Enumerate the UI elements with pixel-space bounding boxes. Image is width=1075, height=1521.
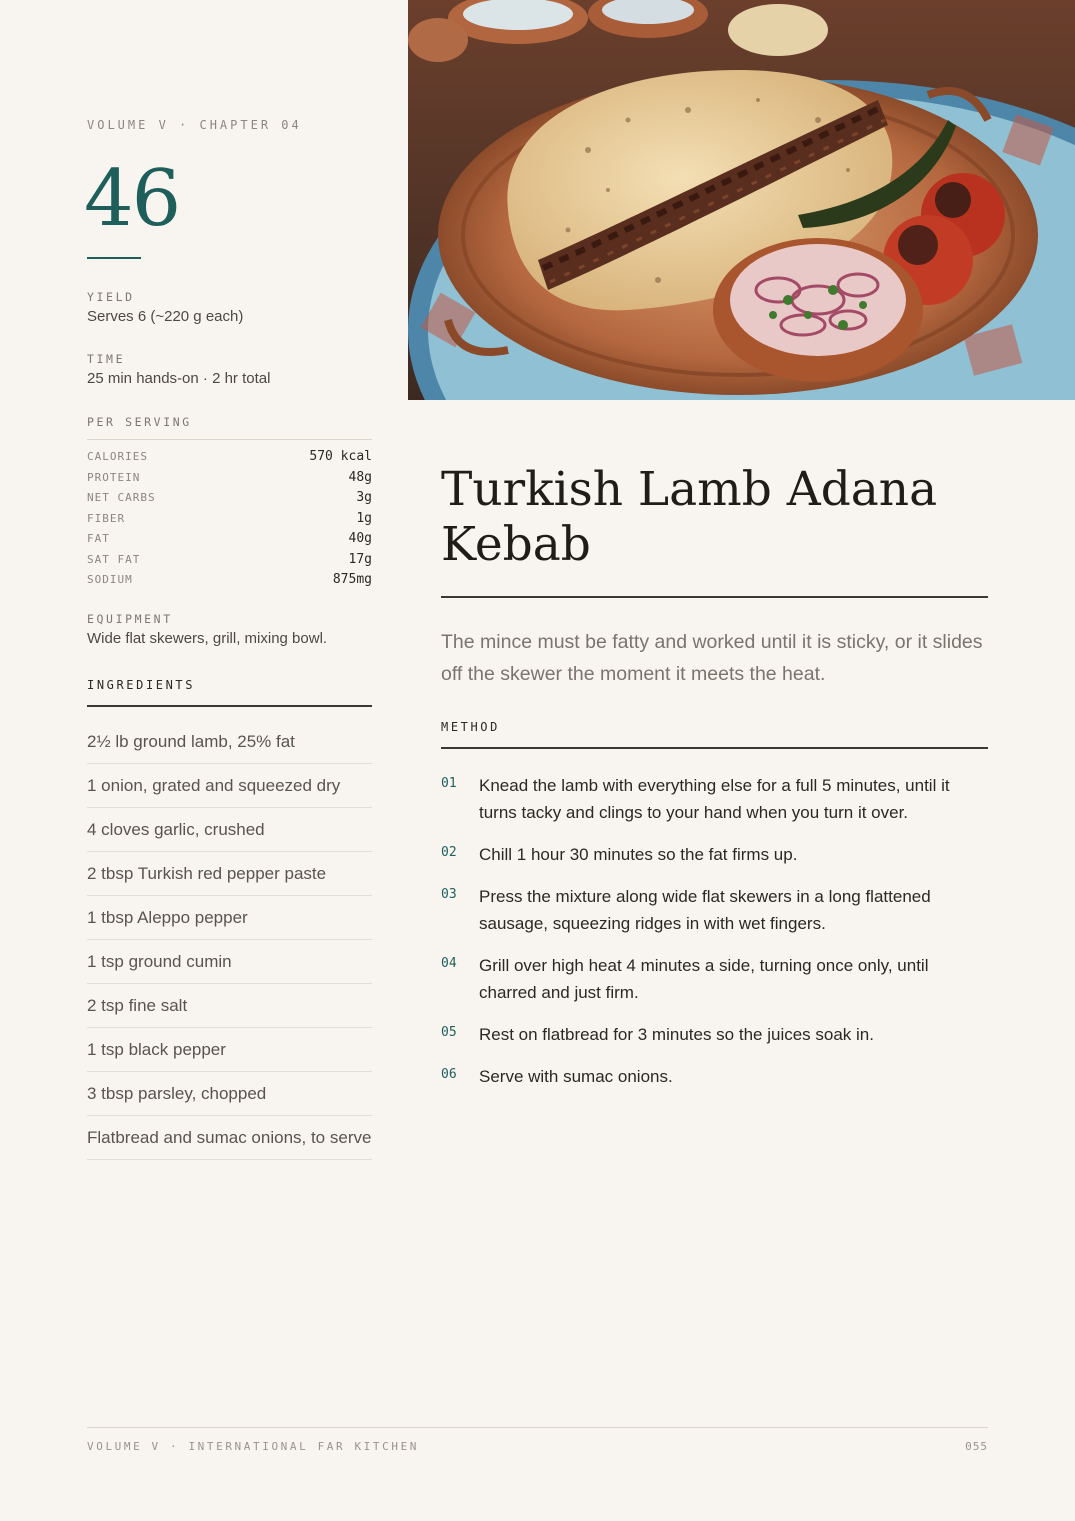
ingredient-item: 1 tbsp Aleppo pepper (87, 896, 372, 940)
recipe-lede: The mince must be fatty and worked until it is sticky, or it slides off the skewer the moment it meets the heat. (441, 631, 983, 685)
nutrition-value: 40g (348, 531, 372, 546)
yield-block (87, 290, 372, 325)
nutrition-name: FIBER (87, 511, 126, 525)
ingredient-item: 2 tsp fine salt (87, 984, 372, 1028)
method-heading: METHOD (441, 720, 988, 749)
nutrition-value: 1g (356, 510, 372, 526)
nutrition-row (87, 470, 372, 491)
nutrition-row (87, 511, 372, 532)
nutrition-name: CALORIES (87, 450, 148, 463)
method-step (441, 1021, 988, 1048)
yield-label: YIELD (87, 290, 135, 304)
step-number: 05 (441, 1025, 457, 1040)
step-text: Press the mixture along wide flat skewers in a long flattened sausage, squeezing ridges in with wet fingers. (479, 887, 931, 933)
chapter-eyebrow: VOLUME V · CHAPTER 04 (87, 118, 302, 132)
ingredients-list (87, 720, 372, 1160)
ingredient-item: 1 tsp black pepper (87, 1028, 372, 1072)
nutrition-value: 875mg (332, 572, 372, 587)
per-serving-label: PER SERVING (87, 415, 372, 440)
nutrition-value: 3g (356, 490, 372, 505)
recipe-title: Turkish Lamb Adana Kebab (441, 462, 938, 572)
title-rule (441, 596, 988, 598)
nutrition-value: 48g (348, 469, 372, 485)
ingredients-heading: INGREDIENTS (87, 678, 372, 707)
nutrition-value: 17g (348, 551, 372, 567)
ingredient-item: 2 tbsp Turkish red pepper paste (87, 852, 372, 896)
nutrition-row (87, 531, 372, 552)
ingredient-item: 2½ lb ground lamb, 25% fat (87, 720, 372, 764)
nutrition-row (87, 490, 372, 511)
kebab-plate-illustration (408, 0, 1075, 400)
step-number: 04 (441, 956, 457, 971)
step-text: Rest on flatbread for 3 minutes so the juices soak in. (479, 1025, 874, 1044)
nutrition-block (87, 415, 372, 593)
time-block (87, 352, 372, 387)
method-step (441, 952, 988, 1006)
nutrition-name: PROTEIN (87, 470, 141, 484)
step-text: Knead the lamb with everything else for a full 5 minutes, until it turns tacky and clings to your hand when you turn it over. (479, 776, 950, 822)
step-number: 03 (441, 887, 457, 902)
nutrition-name: FAT (87, 532, 110, 545)
time-label: TIME (87, 352, 126, 366)
method-step (441, 841, 988, 868)
ingredient-item: 4 cloves garlic, crushed (87, 808, 372, 852)
yield-value: Serves 6 (~220 g each) (87, 308, 244, 325)
step-text: Chill 1 hour 30 minutes so the fat firms up. (479, 845, 798, 864)
nutrition-name: SODIUM (87, 573, 133, 586)
page-footer (87, 1427, 988, 1453)
equipment-label: EQUIPMENT (87, 612, 173, 626)
step-number: 02 (441, 845, 457, 860)
ingredient-item: Flatbread and sumac onions, to serve (87, 1116, 372, 1160)
chapter-rule (87, 257, 141, 259)
footer-volume: VOLUME V · INTERNATIONAL FAR KITCHEN (87, 1440, 420, 1453)
method-step (441, 1063, 988, 1090)
equipment-value: Wide flat skewers, grill, mixing bowl. (87, 630, 328, 647)
nutrition-row (87, 552, 372, 573)
time-value: 25 min hands-on · 2 hr total (87, 370, 271, 387)
ingredient-item: 1 tsp ground cumin (87, 940, 372, 984)
nutrition-table (87, 449, 372, 593)
hero-photo (408, 0, 1075, 400)
nutrition-row (87, 572, 372, 593)
chapter-number: 46 (84, 154, 180, 244)
page-number: 055 (965, 1440, 988, 1453)
step-number: 06 (441, 1067, 457, 1082)
ingredient-item: 1 onion, grated and squeezed dry (87, 764, 372, 808)
step-text: Grill over high heat 4 minutes a side, turning once only, until charred and just firm. (479, 956, 929, 1002)
nutrition-value: 570 kcal (309, 449, 372, 464)
step-number: 01 (441, 776, 457, 791)
method-step (441, 772, 988, 826)
method-steps (441, 772, 988, 1105)
ingredient-item: 3 tbsp parsley, chopped (87, 1072, 372, 1116)
equipment-block (87, 612, 372, 647)
nutrition-name: NET CARBS (87, 491, 156, 504)
step-text: Serve with sumac onions. (479, 1067, 673, 1086)
method-step (441, 883, 988, 937)
nutrition-name: SAT FAT (87, 552, 141, 566)
nutrition-row (87, 449, 372, 470)
